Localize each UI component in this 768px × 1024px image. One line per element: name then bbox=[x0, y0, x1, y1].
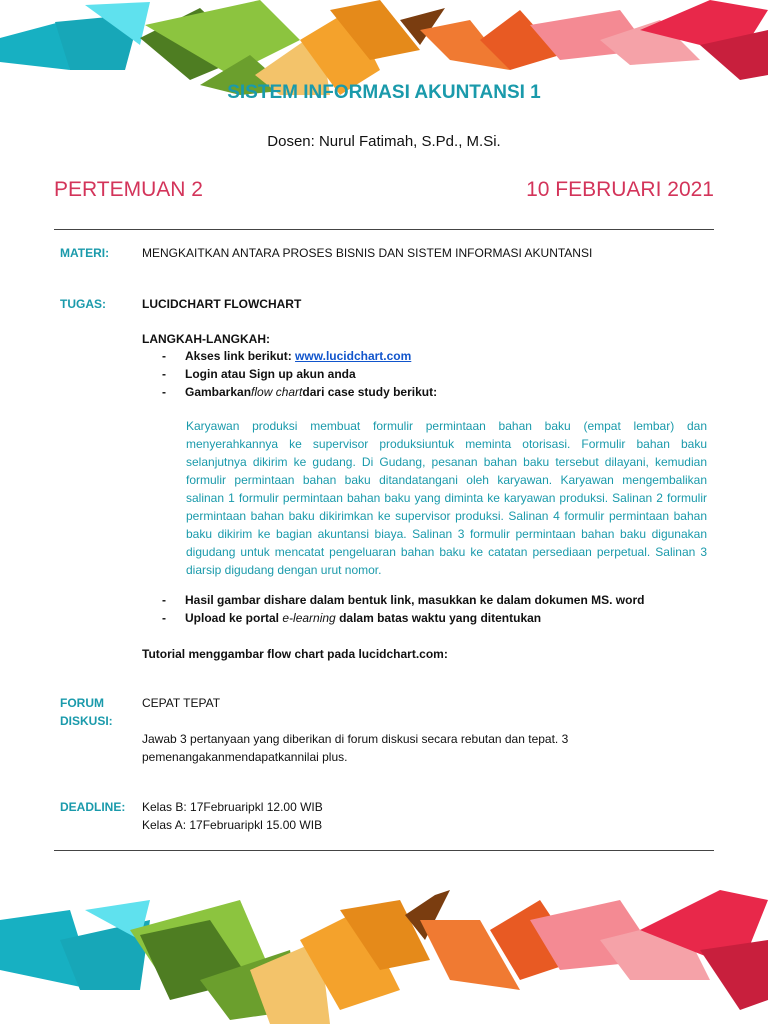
case-study-text: Karyawan produksi membuat formulir permintaan bahan baku (empat lembar) dan menyerahkannya ke supervisor produksiuntuk meminta otorisasi. Formulir bahan baku selanjutnya dikirim ke gudang. Di Gudang, pesanan bahan baku tersebut dilayani, kemudian formulir permintaan bahan baku ditandatangani oleh karyawan. Karyawan mengembalikan salinan 1 formulir permintaan bahan baku yang diminta ke karyawan produksi. Salinan 2 formulir permintaan bahan baku dikirimkan ke supervisor produksi. Salinan 4 formulir permintaan bahan baku dikirim ke bagian akuntansi biaya. Salinan 3 formulir permintaan bahan baku digunakan digudang untuk mencatat pengeluaran bahan baku ke catatan persediaan perpetual. Salinan 3 diarsip digudang dengan urut nomor. bbox=[186, 419, 707, 577]
step-draw bbox=[142, 383, 437, 401]
step3-italic: flow chart bbox=[251, 385, 303, 399]
bottom-divider bbox=[54, 850, 714, 851]
step2-text: Login atau Sign up akun anda bbox=[185, 367, 356, 381]
lecturer-name: Dosen: Nurul Fatimah, S.Pd., M.Si. bbox=[267, 133, 501, 150]
tugas-title: LUCIDCHART FLOWCHART bbox=[142, 297, 302, 311]
step3-suffix: dari case study berikut: bbox=[302, 385, 438, 399]
step5-suffix: dalam batas waktu yang ditentukan bbox=[335, 611, 542, 625]
course-title: SISTEM INFORMASI AKUNTANSI 1 bbox=[227, 82, 541, 103]
steps-list-2 bbox=[142, 591, 644, 627]
forum-text-line1: Jawab 3 pertanyaan yang diberikan di forum diskusi secara rebutan dan tepat. 3 bbox=[142, 732, 569, 746]
steps-list-1 bbox=[142, 347, 437, 401]
step-share bbox=[142, 591, 644, 609]
step4-text: Hasil gambar dishare dalam bentuk link, masukkan ke dalam dokumen MS. word bbox=[185, 593, 645, 607]
deadline-label: DEADLINE: bbox=[60, 800, 126, 814]
materi-text: MENGKAITKAN ANTARA PROSES BISNIS DAN SISTEM INFORMASI AKUNTANSI bbox=[142, 246, 593, 260]
meeting-date: 10 FEBRUARI 2021 bbox=[526, 178, 714, 201]
step-access-link bbox=[142, 347, 437, 365]
materi-label: MATERI: bbox=[60, 246, 110, 260]
forum-title: CEPAT TEPAT bbox=[142, 696, 221, 710]
step1-prefix: Akses link berikut: bbox=[185, 349, 296, 363]
forum-label-line1: FORUM bbox=[60, 696, 104, 710]
step-upload bbox=[142, 609, 644, 627]
step3-prefix: Gambarkan bbox=[185, 385, 252, 399]
tugas-label: TUGAS: bbox=[60, 297, 106, 311]
steps-heading: LANGKAH-LANGKAH: bbox=[142, 332, 270, 346]
bottom-origami-banner bbox=[0, 880, 768, 1024]
deadline-line1: Kelas B: 17Februaripkl 12.00 WIB bbox=[142, 800, 323, 814]
forum-text-line2: pemenangakanmendapatkannilai plus. bbox=[142, 750, 348, 764]
lucidchart-link[interactable]: www.lucidchart.com bbox=[295, 349, 412, 363]
step5-prefix: Upload ke portal bbox=[185, 611, 283, 625]
step5-italic: e-learning bbox=[282, 611, 336, 625]
forum-label-line2: DISKUSI: bbox=[60, 714, 113, 728]
top-origami-banner bbox=[0, 0, 768, 95]
top-divider bbox=[54, 229, 714, 230]
meeting-number: PERTEMUAN 2 bbox=[54, 178, 203, 201]
deadline-line2: Kelas A: 17Februaripkl 15.00 WIB bbox=[142, 818, 323, 832]
step-login bbox=[142, 365, 437, 383]
tutorial-text: Tutorial menggambar flow chart pada lucidchart.com: bbox=[142, 647, 448, 661]
